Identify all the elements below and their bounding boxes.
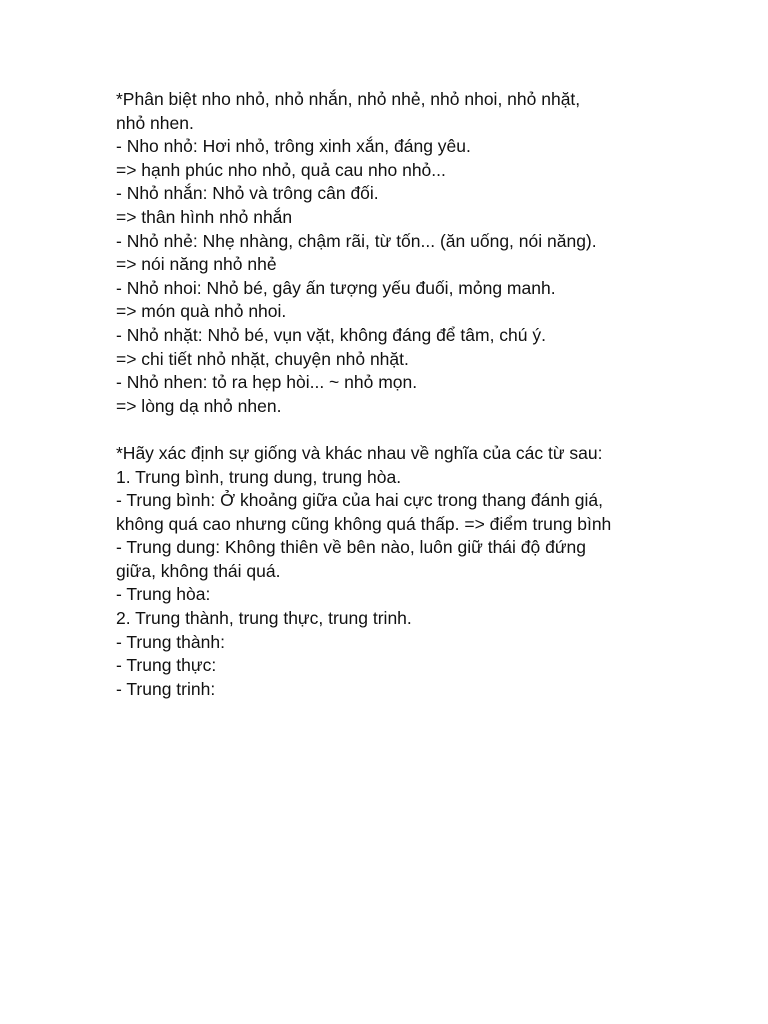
example-line: => nói năng nhỏ nhẻ [116,254,277,275]
definition-line: - Trung hòa: [116,584,211,605]
definition-line: - Trung bình: Ở khoảng giữa của hai cực trong thang đánh giá, [116,490,603,511]
section-trung [116,442,736,702]
paragraph-spacer [116,418,736,442]
definition-line: - Trung trinh: [116,678,216,699]
example-line: => thân hình nhỏ nhắn [116,206,293,227]
definition-line: - Nhỏ nhen: tỏ ra hẹp hòi... ~ nhỏ mọn. [116,372,418,393]
definition-line: - Nho nhỏ: Hơi nhỏ, trông xinh xắn, đáng yêu. [116,136,471,157]
text-line: không quá cao nhưng cũng không quá thấp. => điểm trung bình [116,513,612,534]
group-heading: 2. Trung thành, trung thực, trung trinh. [116,608,412,629]
example-line: => món quà nhỏ nhoi. [116,301,287,322]
text-line: nhỏ nhen. [116,112,194,133]
definition-line: - Trung thực: [116,655,217,676]
definition-line: - Nhỏ nhắn: Nhỏ và trông cân đối. [116,183,379,204]
example-line: => hạnh phúc nho nhỏ, quả cau nho nhỏ... [116,159,446,180]
section-nho-nho [116,88,736,418]
example-line: => chi tiết nhỏ nhặt, chuyện nhỏ nhặt. [116,348,409,369]
group-heading: 1. Trung bình, trung dung, trung hòa. [116,466,402,487]
text-line: giữa, không thái quá. [116,560,281,581]
definition-line: - Nhỏ nhoi: Nhỏ bé, gây ấn tượng yếu đuối, mỏng manh. [116,277,556,298]
section-heading: *Phân biệt nho nhỏ, nhỏ nhắn, nhỏ nhẻ, nhỏ nhoi, nhỏ nhặt, [116,89,581,109]
definition-line: - Trung thành: [116,631,225,652]
section-heading: *Hãy xác định sự giống và khác nhau về nghĩa của các từ sau: [116,442,603,463]
definition-line: - Nhỏ nhặt: Nhỏ bé, vụn vặt, không đáng để tâm, chú ý. [116,324,546,345]
document-body [116,88,736,701]
example-line: => lòng dạ nhỏ nhen. [116,395,282,416]
definition-line: - Trung dung: Không thiên về bên nào, luôn giữ thái độ đứng [116,537,587,558]
definition-line: - Nhỏ nhẻ: Nhẹ nhàng, chậm rãi, từ tốn... (ăn uống, nói năng). [116,230,597,251]
